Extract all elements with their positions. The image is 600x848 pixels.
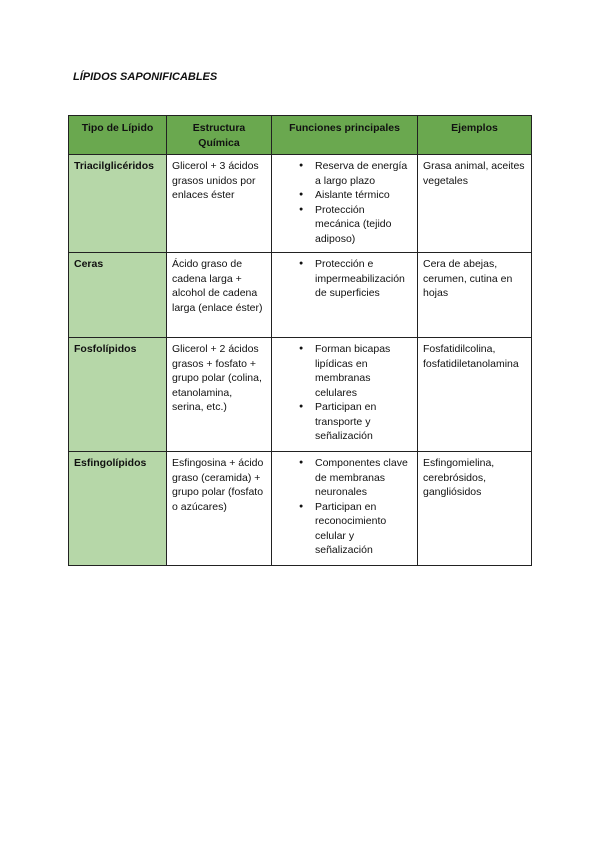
function-item: ● Participan en transporte y señalización: [299, 400, 412, 444]
structure-cell: Ácido graso de cadena larga + alcohol de cadena larga (enlace éster): [167, 253, 272, 338]
header-lipid-type: Tipo de Lípido: [69, 116, 167, 155]
structure-cell: Glicerol + 3 ácidos grasos unidos por enlaces éster: [167, 155, 272, 253]
functions-list: [277, 257, 412, 301]
function-item: ● Forman bicapas lipídicas en membranas celulares: [299, 342, 412, 400]
table-row: [69, 338, 532, 452]
function-item: ● Componentes clave de membranas neuronales: [299, 456, 412, 500]
function-item: ● Protección mecánica (tejido adiposo): [299, 203, 412, 247]
functions-list: [277, 342, 412, 444]
table-header-row: [69, 116, 532, 155]
functions-list: [277, 456, 412, 558]
functions-cell: [272, 452, 418, 566]
function-item: ● Reserva de energía a largo plazo: [299, 159, 412, 188]
header-main-functions: Funciones principales: [272, 116, 418, 155]
lipids-table: [68, 115, 532, 566]
functions-cell: [272, 338, 418, 452]
header-examples: Ejemplos: [418, 116, 532, 155]
examples-cell: Esfingomielina, cerebrósidos, gangliósidos: [418, 452, 532, 566]
functions-list: [277, 159, 412, 246]
examples-cell: Grasa animal, aceites vegetales: [418, 155, 532, 253]
header-chemical-structure: Estructura Química: [167, 116, 272, 155]
functions-cell: [272, 253, 418, 338]
lipid-name-cell: Esfingolípidos: [69, 452, 167, 566]
table-row: [69, 253, 532, 338]
structure-cell: Esfingosina + ácido graso (ceramida) + grupo polar (fosfato o azúcares): [167, 452, 272, 566]
lipid-name-cell: Fosfolípidos: [69, 338, 167, 452]
functions-cell: [272, 155, 418, 253]
examples-cell: Fosfatidilcolina, fosfatidiletanolamina: [418, 338, 532, 452]
function-item: ● Aislante térmico: [299, 188, 412, 203]
lipid-name-cell: Triacilglicéridos: [69, 155, 167, 253]
function-item: ● Participan en reconocimiento celular y señalización: [299, 500, 412, 558]
document-title: LÍPIDOS SAPONIFICABLES: [73, 71, 218, 83]
table-row: [69, 155, 532, 253]
table-row: [69, 452, 532, 566]
function-item: ● Protección e impermeabilización de superficies: [299, 257, 412, 301]
examples-cell: Cera de abejas, cerumen, cutina en hojas: [418, 253, 532, 338]
lipid-name-cell: Ceras: [69, 253, 167, 338]
structure-cell: Glicerol + 2 ácidos grasos + fosfato + grupo polar (colina, etanolamina, serina, etc.): [167, 338, 272, 452]
